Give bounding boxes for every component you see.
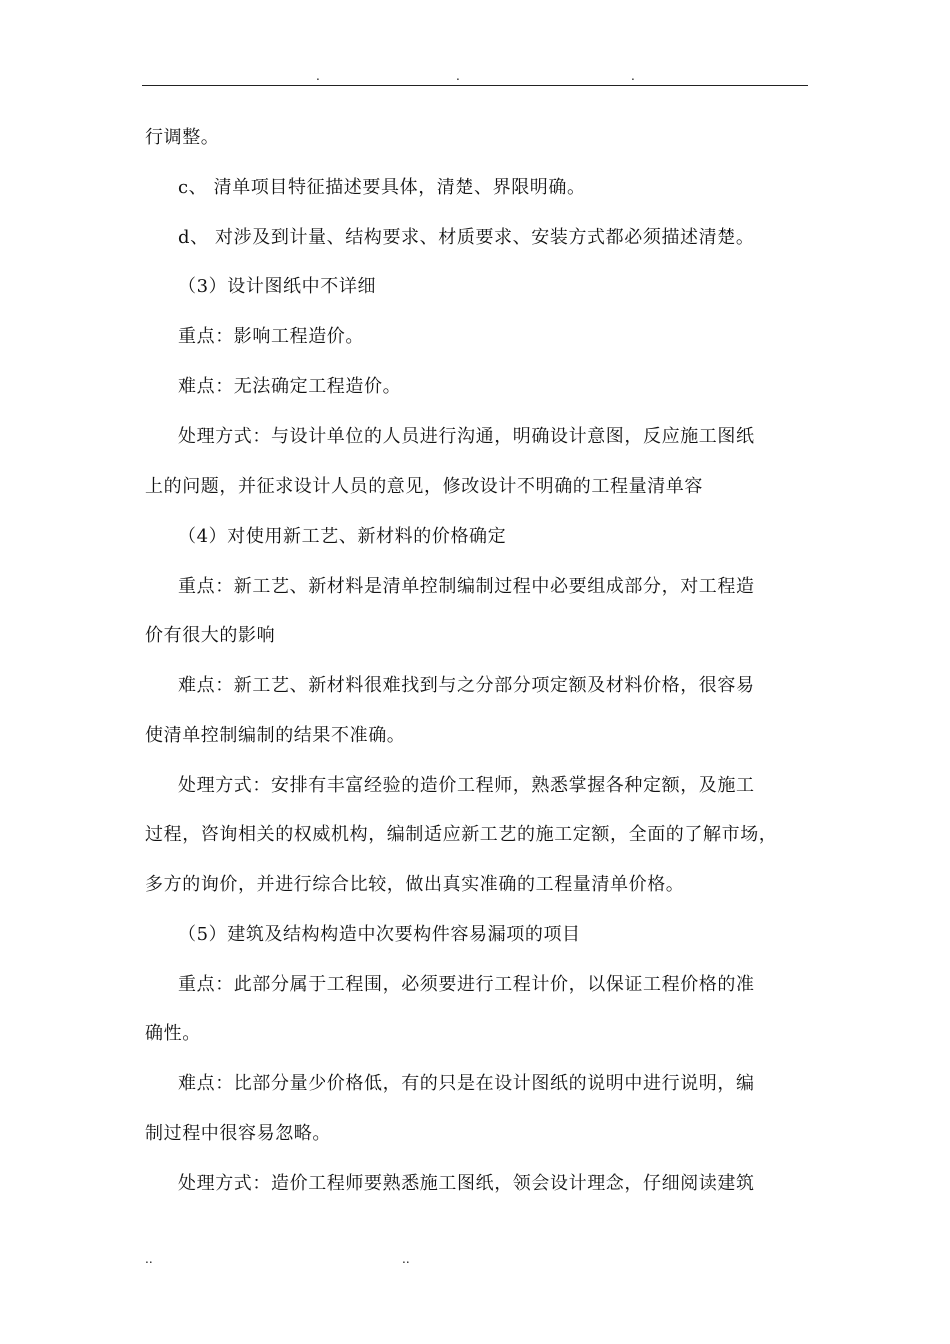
footer-dot: ..	[145, 1252, 153, 1266]
header-dot: .	[316, 69, 320, 83]
section-heading-5: （5）建筑及结构构造中次要构件容易漏项的项目	[178, 924, 581, 945]
key-point-line: 重点：此部分属于工程围，必须要进行工程计价，以保证工程价格的准	[178, 974, 755, 995]
handling-line: 处理方式：与设计单位的人员进行沟通，明确设计意图，反应施工图纸	[178, 426, 755, 447]
handling-line: 处理方式：安排有丰富经验的造价工程师，熟悉掌握各种定额，及施工	[178, 775, 755, 796]
paragraph-line: 过程，咨询相关的权威机构，编制适应新工艺的施工定额，全面的了解市场，	[145, 824, 778, 845]
difficulty-line: 难点：无法确定工程造价。	[178, 376, 402, 397]
header-dot: .	[631, 69, 635, 83]
section-heading-4: （4）对使用新工艺、新材料的价格确定	[178, 526, 507, 547]
paragraph-line: 制过程中很容易忽略。	[145, 1123, 331, 1144]
handling-line: 处理方式：造价工程师要熟悉施工图纸，领会设计理念，仔细阅读建筑	[178, 1173, 755, 1194]
footer-dot: ..	[402, 1252, 410, 1266]
paragraph-line: 确性。	[145, 1023, 201, 1044]
header-rule	[142, 85, 808, 86]
paragraph-line: 使清单控制编制的结果不准确。	[145, 725, 406, 746]
paragraph-line: 上的问题，并征求设计人员的意见，修改设计不明确的工程量清单容	[145, 476, 703, 497]
paragraph-line: 价有很大的影响	[145, 625, 276, 646]
difficulty-line: 难点：比部分量少价格低，有的只是在设计图纸的说明中进行说明，编	[178, 1073, 755, 1094]
paragraph-line: 多方的询价，并进行综合比较，做出真实准确的工程量清单价格。	[145, 874, 685, 895]
list-item-d: d、 对涉及到计量、结构要求、材质要求、安装方式都必须描述清楚。	[178, 227, 755, 248]
key-point-line: 重点：新工艺、新材料是清单控制编制过程中必要组成部分，对工程造	[178, 576, 755, 597]
section-heading-3: （3）设计图纸中不详细	[178, 276, 377, 297]
list-item-c: c、 清单项目特征描述要具体，清楚、界限明确。	[178, 177, 586, 198]
paragraph-line: 行调整。	[145, 127, 220, 148]
header-dot: .	[456, 69, 460, 83]
key-point-line: 重点：影响工程造价。	[178, 326, 364, 347]
difficulty-line: 难点：新工艺、新材料很难找到与之分部分项定额及材料价格，很容易	[178, 675, 755, 696]
